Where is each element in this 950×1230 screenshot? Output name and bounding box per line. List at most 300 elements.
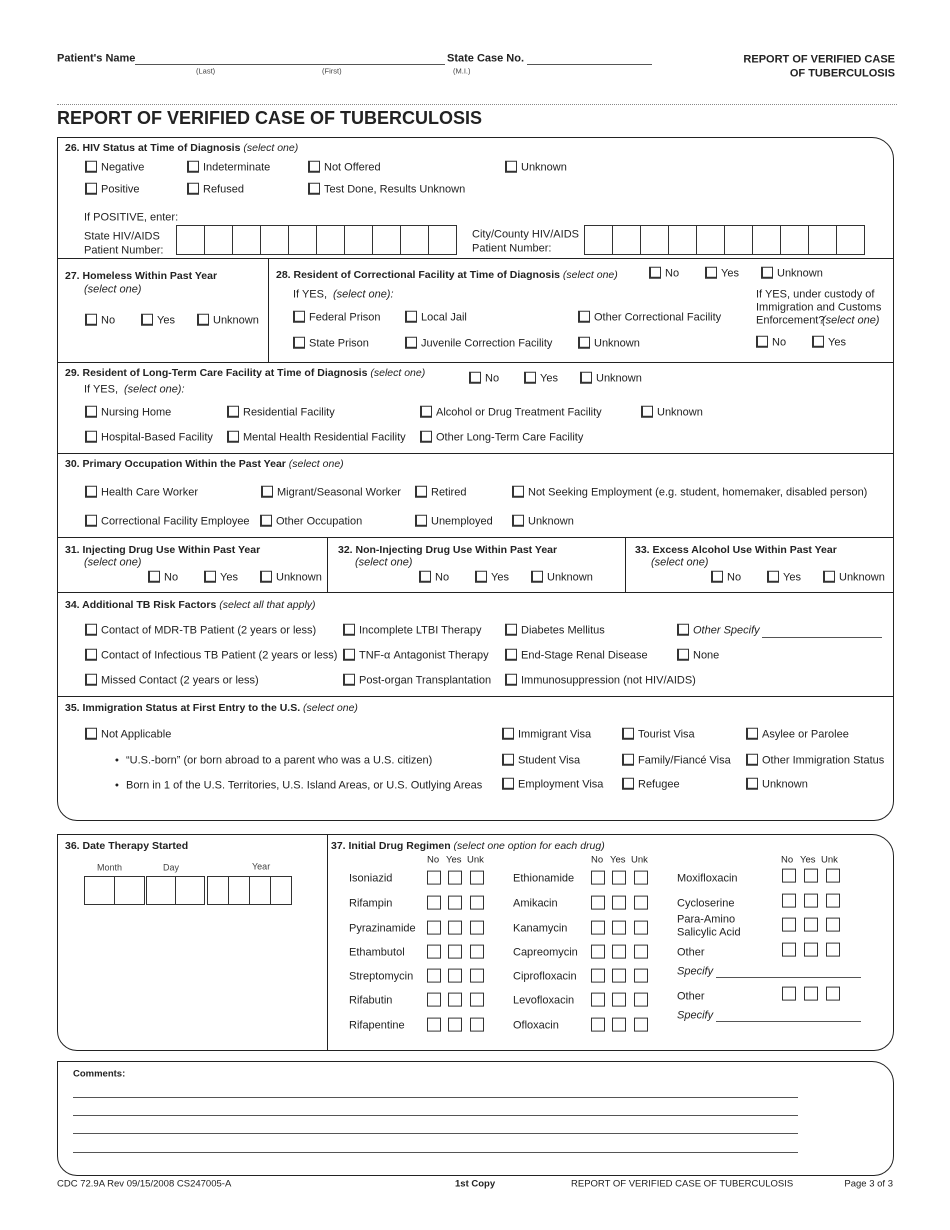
header-divider	[57, 104, 897, 105]
drug-checkbox[interactable]	[612, 921, 626, 935]
occupation-checkbox[interactable]	[260, 515, 272, 527]
drug-checkbox[interactable]	[427, 969, 441, 983]
q35-heading	[65, 703, 358, 714]
risk-factor-checkbox[interactable]	[505, 674, 517, 686]
drug-checkbox[interactable]	[612, 993, 626, 1007]
risk-factor-checkbox[interactable]	[505, 649, 517, 661]
question-hint: (select one)	[243, 141, 299, 154]
correctional-facility-checkbox[interactable]	[405, 337, 417, 349]
drug-checkbox[interactable]	[634, 896, 648, 910]
last-name-caption: (Last)	[196, 66, 216, 76]
care-facility-label: Alcohol or Drug Treatment Facility	[436, 406, 602, 419]
immigration-status-label: Student Visa	[518, 754, 581, 767]
correctional-facility-checkbox[interactable]	[293, 311, 305, 323]
immigration-status-label: Refugee	[638, 778, 680, 791]
correctional-facility-checkbox[interactable]	[405, 311, 417, 323]
question-title: 27. Homeless Within Past Year	[65, 269, 218, 282]
care-facility-checkbox[interactable]	[227, 431, 239, 443]
drug-checkbox[interactable]	[612, 969, 626, 983]
risk-factor-label: Post-organ Transplantation	[359, 674, 492, 687]
immigration-status-checkbox[interactable]	[622, 778, 634, 790]
state-hiv-number-cell[interactable]	[232, 225, 261, 255]
drug-checkbox[interactable]	[782, 918, 796, 932]
city-hiv-number-cell[interactable]	[780, 225, 809, 255]
immigration-status-label: Asylee or Parolee	[762, 728, 849, 741]
immigration-status-checkbox[interactable]	[502, 728, 514, 740]
hiv-status-checkbox[interactable]	[187, 161, 199, 173]
drug-checkbox[interactable]	[448, 969, 462, 983]
homeless-checkbox[interactable]	[85, 314, 97, 326]
drug-name: Moxifloxacin	[677, 872, 738, 885]
drug-checkbox[interactable]	[826, 894, 840, 908]
immigration-status-checkbox[interactable]	[622, 754, 634, 766]
city-hiv-label: Patient Number:	[472, 242, 552, 255]
specify-label: Specify	[677, 965, 714, 978]
state-hiv-number-cell[interactable]	[260, 225, 289, 255]
correctional-checkbox[interactable]	[649, 267, 661, 279]
day-label: Day	[163, 862, 180, 873]
long-term-care-label: Unknown	[596, 372, 642, 385]
non-injecting-drug-use-label: Yes	[491, 571, 509, 584]
excess-alcohol-use-label: Yes	[783, 571, 801, 584]
care-facility-label: Hospital-Based Facility	[101, 431, 213, 444]
comment-line[interactable]	[73, 1115, 798, 1116]
other-risk-specify-line[interactable]	[762, 637, 882, 638]
hiv-status-checkbox[interactable]	[308, 161, 320, 173]
column-header: Unk	[467, 854, 484, 866]
question-title: 32. Non-Injecting Drug Use Within Past Year	[338, 543, 558, 556]
comment-line[interactable]	[73, 1133, 798, 1134]
drug-checkbox[interactable]	[591, 945, 605, 959]
footer-title: REPORT OF VERIFIED CASE OF TUBERCULOSIS	[571, 1178, 794, 1190]
city-hiv-number-cell[interactable]	[640, 225, 669, 255]
drug-checkbox[interactable]	[448, 896, 462, 910]
not-applicable-label: Not Applicable	[101, 728, 172, 741]
care-facility-checkbox[interactable]	[85, 406, 97, 418]
bullet-item: Born in 1 of the U.S. Territories, U.S. Island Areas, or U.S. Outlying Areas	[126, 779, 483, 792]
drug-checkbox[interactable]	[826, 943, 840, 957]
hiv-status-checkbox[interactable]	[85, 183, 97, 195]
drug-checkbox[interactable]	[448, 871, 462, 885]
risk-factor-checkbox[interactable]	[343, 624, 355, 636]
long-term-care-checkbox[interactable]	[469, 372, 481, 384]
risk-factor-checkbox[interactable]	[85, 649, 97, 661]
care-facility-label: Other Long-Term Care Facility	[436, 431, 584, 444]
column-header: No	[591, 854, 604, 866]
question-title: 37. Initial Drug Regimen	[331, 839, 451, 852]
not-applicable-checkbox[interactable]	[85, 728, 97, 740]
q31-hint: (select one)	[84, 556, 142, 569]
correctional-checkbox[interactable]	[761, 267, 773, 279]
drug-checkbox[interactable]	[448, 921, 462, 935]
city-hiv-number-cell[interactable]	[668, 225, 697, 255]
ice-label: If YES, under custody of	[756, 288, 875, 301]
drug-checkbox[interactable]	[427, 871, 441, 885]
drug-checkbox[interactable]	[427, 945, 441, 959]
comments-label: Comments:	[73, 1068, 126, 1080]
q26-heading	[65, 143, 298, 154]
drug-checkbox[interactable]	[634, 969, 648, 983]
divider	[327, 834, 328, 1051]
excess-alcohol-use-checkbox[interactable]	[823, 571, 835, 583]
risk-factor-checkbox[interactable]	[85, 674, 97, 686]
state-hiv-number-cell[interactable]	[204, 225, 233, 255]
long-term-care-label: Yes	[540, 372, 558, 385]
risk-factor-label: Immunosuppression (not HIV/AIDS)	[521, 674, 696, 687]
non-injecting-drug-use-checkbox[interactable]	[419, 571, 431, 583]
city-hiv-number-cell[interactable]	[584, 225, 613, 255]
hiv-status-checkbox[interactable]	[505, 161, 517, 173]
header-title-line-1: REPORT OF VERIFIED CASE	[743, 53, 895, 66]
care-facility-checkbox[interactable]	[420, 406, 432, 418]
specify-line[interactable]	[716, 977, 861, 978]
hiv-status-label: Unknown	[521, 161, 567, 174]
correctional-facility-checkbox[interactable]	[578, 337, 590, 349]
immigration-status-checkbox[interactable]	[502, 754, 514, 766]
drug-checkbox[interactable]	[634, 945, 648, 959]
long-term-care-checkbox[interactable]	[524, 372, 536, 384]
drug-checkbox[interactable]	[826, 869, 840, 883]
form-id: CDC 72.9A Rev 09/15/2008 CS247005-A	[57, 1178, 232, 1190]
risk-factor-checkbox[interactable]	[677, 624, 689, 636]
occupation-label: Health Care Worker	[101, 486, 198, 499]
care-facility-label: Unknown	[657, 406, 703, 419]
drug-name: Amikacin	[513, 897, 558, 910]
correctional-checkbox[interactable]	[705, 267, 717, 279]
risk-factor-label: Other Specify	[693, 624, 760, 637]
state-hiv-number-cell[interactable]	[372, 225, 401, 255]
risk-factor-label: Contact of MDR-TB Patient (2 years or less)	[101, 624, 317, 637]
day-cell[interactable]	[146, 876, 176, 905]
drug-name: Capreomycin	[513, 946, 578, 959]
homeless-checkbox[interactable]	[141, 314, 153, 326]
risk-factor-checkbox[interactable]	[343, 674, 355, 686]
state-case-label: State Case No.	[447, 52, 525, 65]
immigration-status-checkbox[interactable]	[746, 728, 758, 740]
homeless-label: No	[101, 314, 116, 327]
question-title: 28. Resident of Correctional Facility at Time of Diagnosis	[276, 268, 560, 281]
drug-name: Other	[677, 990, 705, 1003]
column-header: No	[427, 854, 440, 866]
occupation-label: Retired	[431, 486, 467, 499]
risk-factor-label: End-Stage Renal Disease	[521, 649, 648, 662]
ice-custody-label: Yes	[828, 336, 846, 349]
occupation-label: Unknown	[528, 515, 574, 528]
page-number: Page 3 of 3	[844, 1178, 893, 1190]
drug-checkbox[interactable]	[448, 945, 462, 959]
q36-heading	[65, 841, 188, 852]
q28-heading	[276, 270, 618, 281]
q31-heading	[65, 545, 260, 556]
drug-checkbox[interactable]	[634, 921, 648, 935]
divider	[57, 592, 894, 593]
drug-checkbox[interactable]	[782, 943, 796, 957]
drug-name: Ofloxacin	[513, 1019, 559, 1032]
drug-checkbox[interactable]	[427, 993, 441, 1007]
column-header: Unk	[821, 854, 838, 866]
city-hiv-label: City/County HIV/AIDS	[472, 228, 579, 241]
question-hint: (select one)	[288, 457, 344, 470]
injecting-drug-use-label: Yes	[220, 571, 238, 584]
occupation-label: Correctional Facility Employee	[101, 515, 250, 528]
long-term-care-checkbox[interactable]	[580, 372, 592, 384]
divider	[327, 537, 328, 592]
drug-checkbox[interactable]	[826, 918, 840, 932]
drug-checkbox[interactable]	[634, 993, 648, 1007]
state-hiv-number-cell[interactable]	[344, 225, 373, 255]
city-hiv-number-cell[interactable]	[752, 225, 781, 255]
occupation-checkbox[interactable]	[85, 515, 97, 527]
excess-alcohol-use-label: No	[727, 571, 742, 584]
column-header: Yes	[800, 854, 816, 866]
drug-checkbox[interactable]	[782, 894, 796, 908]
state-hiv-number-cell[interactable]	[400, 225, 429, 255]
drug-checkbox[interactable]	[804, 918, 818, 932]
drug-checkbox[interactable]	[591, 993, 605, 1007]
drug-checkbox[interactable]	[470, 993, 484, 1007]
question-title: 30. Primary Occupation Within the Past Year	[65, 457, 286, 470]
hiv-status-label: Test Done, Results Unknown	[324, 183, 466, 196]
page-title: REPORT OF VERIFIED CASE OF TUBERCULOSIS	[57, 108, 483, 128]
injecting-drug-use-checkbox[interactable]	[148, 571, 160, 583]
immigration-status-label: Immigrant Visa	[518, 728, 592, 741]
drug-name: Cycloserine	[677, 897, 735, 910]
drug-checkbox[interactable]	[591, 896, 605, 910]
patient-name-line[interactable]	[135, 64, 445, 65]
care-facility-label: Mental Health Residential Facility	[243, 431, 406, 444]
drug-checkbox[interactable]	[470, 921, 484, 935]
immigration-status-checkbox[interactable]	[746, 778, 758, 790]
correctional-facility-label: Local Jail	[421, 311, 467, 324]
month-cell[interactable]	[84, 876, 115, 905]
immigration-status-checkbox[interactable]	[746, 754, 758, 766]
drug-checkbox[interactable]	[634, 871, 648, 885]
drug-checkbox[interactable]	[427, 921, 441, 935]
drug-checkbox[interactable]	[427, 896, 441, 910]
drug-checkbox[interactable]	[634, 1018, 648, 1032]
drug-name: Ethambutol	[349, 946, 405, 959]
drug-checkbox[interactable]	[470, 969, 484, 983]
drug-checkbox[interactable]	[427, 1018, 441, 1032]
risk-factor-label: Contact of Infectious TB Patient (2 years or less)	[101, 649, 338, 662]
bullet-item: “U.S.-born” (or born abroad to a parent who was a U.S. citizen)	[126, 754, 433, 767]
divider	[57, 258, 894, 259]
drug-name: Rifapentine	[349, 1019, 405, 1032]
drug-checkbox[interactable]	[470, 871, 484, 885]
bullet-dot: •	[115, 754, 119, 767]
risk-factor-checkbox[interactable]	[343, 649, 355, 661]
drug-checkbox[interactable]	[612, 1018, 626, 1032]
correctional-facility-checkbox[interactable]	[293, 337, 305, 349]
drug-checkbox[interactable]	[782, 987, 796, 1001]
drug-checkbox[interactable]	[448, 1018, 462, 1032]
city-hiv-number-cell[interactable]	[612, 225, 641, 255]
non-injecting-drug-use-label: Unknown	[547, 571, 593, 584]
city-hiv-number-cell[interactable]	[808, 225, 837, 255]
hiv-status-label: Indeterminate	[203, 161, 271, 174]
drug-checkbox[interactable]	[470, 1018, 484, 1032]
year-cell[interactable]	[249, 876, 271, 905]
q34-heading	[65, 600, 316, 611]
q33-hint: (select one)	[651, 556, 709, 569]
excess-alcohol-use-checkbox[interactable]	[711, 571, 723, 583]
risk-factor-label: Incomplete LTBI Therapy	[359, 624, 482, 637]
drug-checkbox[interactable]	[782, 869, 796, 883]
drug-checkbox[interactable]	[591, 921, 605, 935]
ice-custody-checkbox[interactable]	[812, 336, 824, 348]
year-label: Year	[252, 861, 271, 872]
non-injecting-drug-use-checkbox[interactable]	[531, 571, 543, 583]
drug-checkbox[interactable]	[591, 871, 605, 885]
divider	[57, 696, 894, 697]
drug-checkbox[interactable]	[826, 987, 840, 1001]
month-cell[interactable]	[114, 876, 145, 905]
drug-checkbox[interactable]	[804, 987, 818, 1001]
drug-checkbox[interactable]	[591, 1018, 605, 1032]
drug-checkbox[interactable]	[470, 945, 484, 959]
injecting-drug-use-checkbox[interactable]	[204, 571, 216, 583]
state-hiv-label: Patient Number:	[84, 244, 164, 257]
correctional-facility-label: State Prison	[309, 337, 369, 350]
risk-factor-label: Missed Contact (2 years or less)	[101, 674, 259, 687]
drug-checkbox[interactable]	[612, 945, 626, 959]
immigration-status-checkbox[interactable]	[622, 728, 634, 740]
comment-line[interactable]	[73, 1097, 798, 1098]
drug-checkbox[interactable]	[470, 896, 484, 910]
hiv-status-checkbox[interactable]	[187, 183, 199, 195]
risk-factor-label: TNF-α Antagonist Therapy	[359, 649, 489, 662]
divider	[57, 537, 894, 538]
patient-name-label: Patient's Name	[57, 52, 136, 65]
homeless-checkbox[interactable]	[197, 314, 209, 326]
correctional-label: Unknown	[777, 267, 823, 280]
occupation-label: Migrant/Seasonal Worker	[277, 486, 401, 499]
q33-heading	[635, 545, 837, 556]
question-hint: (select one)	[303, 701, 358, 714]
hiv-status-checkbox[interactable]	[85, 161, 97, 173]
hiv-status-label: Refused	[203, 183, 244, 196]
q37-heading	[331, 841, 605, 852]
hiv-status-label: Not Offered	[324, 161, 381, 174]
immigration-status-label: Unknown	[762, 778, 808, 791]
hiv-status-checkbox[interactable]	[308, 183, 320, 195]
q30-heading	[65, 459, 344, 470]
risk-factor-checkbox[interactable]	[505, 624, 517, 636]
year-cell[interactable]	[207, 876, 229, 905]
city-hiv-number-cell[interactable]	[836, 225, 865, 255]
care-facility-checkbox[interactable]	[227, 406, 239, 418]
year-cell[interactable]	[270, 876, 292, 905]
state-case-line[interactable]	[527, 64, 652, 65]
specify-line[interactable]	[716, 1021, 861, 1022]
immigration-status-label: Other Immigration Status	[762, 754, 885, 767]
column-header: Yes	[610, 854, 626, 866]
city-hiv-number-cell[interactable]	[724, 225, 753, 255]
risk-factor-label: None	[693, 649, 720, 662]
non-injecting-drug-use-checkbox[interactable]	[475, 571, 487, 583]
drug-checkbox[interactable]	[448, 993, 462, 1007]
injecting-drug-use-checkbox[interactable]	[260, 571, 272, 583]
excess-alcohol-use-label: Unknown	[839, 571, 885, 584]
risk-factor-label: Diabetes Mellitus	[521, 624, 605, 637]
question-hint: (select one)	[562, 268, 618, 281]
day-cell[interactable]	[175, 876, 205, 905]
risk-factor-checkbox[interactable]	[85, 624, 97, 636]
correctional-label: Yes	[721, 267, 739, 280]
drug-checkbox[interactable]	[612, 896, 626, 910]
drug-name: Isoniazid	[349, 872, 393, 885]
divider	[57, 362, 894, 363]
drug-checkbox[interactable]	[591, 969, 605, 983]
drug-name: Rifabutin	[349, 994, 393, 1007]
drug-name: Ciprofloxacin	[513, 970, 577, 983]
drug-checkbox[interactable]	[804, 869, 818, 883]
question-title: 26. HIV Status at Time of Diagnosis	[65, 141, 241, 154]
if-yes-label: If YES,	[84, 383, 119, 396]
drug-name: Other	[677, 946, 705, 959]
column-header: No	[781, 854, 794, 866]
state-hiv-number-cell[interactable]	[316, 225, 345, 255]
year-cell[interactable]	[228, 876, 250, 905]
q32-hint: (select one)	[355, 556, 413, 569]
correctional-label: No	[665, 267, 680, 280]
drug-checkbox[interactable]	[804, 894, 818, 908]
occupation-checkbox[interactable]	[261, 486, 273, 498]
drug-checkbox[interactable]	[612, 871, 626, 885]
care-facility-checkbox[interactable]	[85, 431, 97, 443]
occupation-checkbox[interactable]	[512, 486, 524, 498]
hiv-status-label: Positive	[101, 183, 140, 196]
if-yes-hint: (select one):	[124, 383, 185, 396]
occupation-checkbox[interactable]	[85, 486, 97, 498]
occupation-checkbox[interactable]	[415, 515, 427, 527]
drug-name: Kanamycin	[513, 922, 568, 935]
risk-factor-checkbox[interactable]	[677, 649, 689, 661]
drug-name: Salicylic Acid	[677, 926, 741, 939]
comment-line[interactable]	[73, 1152, 798, 1153]
state-hiv-number-cell[interactable]	[428, 225, 457, 255]
occupation-checkbox[interactable]	[512, 515, 524, 527]
immigration-status-label: Employment Visa	[518, 778, 604, 791]
drug-name: Streptomycin	[349, 970, 414, 983]
correctional-facility-checkbox[interactable]	[578, 311, 590, 323]
care-facility-label: Residential Facility	[243, 406, 335, 419]
if-yes-hint: (select one):	[333, 288, 394, 301]
header-title-line-2: OF TUBERCULOSIS	[789, 67, 895, 80]
question-title: 33. Excess Alcohol Use Within Past Year	[635, 543, 837, 556]
copy-label: 1st Copy	[455, 1178, 496, 1190]
correctional-facility-label: Unknown	[594, 337, 640, 350]
drug-name: Pyrazinamide	[349, 922, 416, 935]
state-hiv-number-cell[interactable]	[288, 225, 317, 255]
ice-custody-checkbox[interactable]	[756, 336, 768, 348]
care-facility-checkbox[interactable]	[420, 431, 432, 443]
divider	[57, 453, 894, 454]
comments-box	[57, 1061, 894, 1176]
drug-checkbox[interactable]	[804, 943, 818, 957]
bullet-dot: •	[115, 779, 119, 792]
month-label: Month	[97, 862, 123, 873]
excess-alcohol-use-checkbox[interactable]	[767, 571, 779, 583]
divider	[268, 258, 269, 362]
care-facility-checkbox[interactable]	[641, 406, 653, 418]
immigration-status-checkbox[interactable]	[502, 778, 514, 790]
question-title: 36. Date Therapy Started	[65, 839, 189, 852]
city-hiv-number-cell[interactable]	[696, 225, 725, 255]
correctional-facility-label: Juvenile Correction Facility	[421, 337, 553, 350]
occupation-checkbox[interactable]	[415, 486, 427, 498]
state-hiv-number-cell[interactable]	[176, 225, 205, 255]
